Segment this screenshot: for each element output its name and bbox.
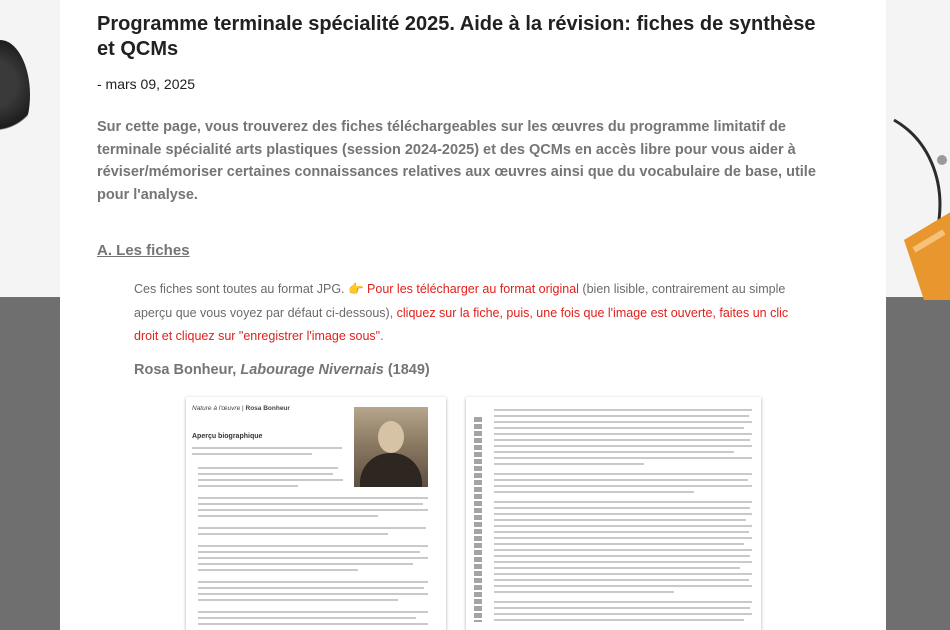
sheet-text-line <box>494 463 644 465</box>
sheet-text-line <box>494 607 750 609</box>
sheet-text-line <box>198 557 428 559</box>
sheet-text-line <box>198 623 428 625</box>
instructions-end: . <box>380 329 384 343</box>
instructions-text: Ces fiches sont toutes au format JPG. <box>134 282 348 296</box>
sheet-text-line <box>198 617 416 619</box>
sheet-text-line <box>198 467 338 469</box>
sheet-text-line <box>494 409 752 411</box>
instructions-text-2: (bien lisible, contrairement au simple aperçu que vous voyez par défaut ci-dessous), <box>134 282 786 320</box>
sheet-text-line <box>198 563 413 565</box>
sheet-text-line <box>494 479 748 481</box>
sheet-text-line <box>494 451 734 453</box>
sheet-text-line <box>198 611 428 613</box>
artist-name: Rosa Bonheur, <box>134 362 241 378</box>
sheet-text-line <box>494 457 752 459</box>
sheet-text-line <box>198 503 423 505</box>
sheet-text-line <box>198 593 428 595</box>
sheet-text-line <box>198 515 378 517</box>
sheet-text-line <box>494 525 752 527</box>
blog-post <box>60 0 886 630</box>
sheet-text-line <box>494 585 752 587</box>
sheet-text-line <box>494 601 752 603</box>
sheet-text-line <box>198 569 358 571</box>
intro-paragraph: Sur cette page, vous trouverez des fiches téléchargeables sur les œuvres du programme limitatif de terminale spécialité arts plastiques (session 2024-2025) et des QCMs en accès libre pour vous aider à réviser/mémoriser certaines connaissances relatives aux œuvres ainsi que du vocabulaire de base, utile pour l'analyse. <box>97 119 816 203</box>
sheet-text-line <box>494 619 744 621</box>
sheet-text-line <box>494 415 749 417</box>
sheet-text-line <box>192 447 342 449</box>
sheet-subtitle: Aperçu biographique <box>192 433 263 440</box>
sheet-text-line <box>198 509 428 511</box>
fiche-text-image[interactable] <box>466 397 761 630</box>
sheet-text-line <box>494 543 744 545</box>
portrait-image <box>354 407 428 487</box>
sheet-text-line <box>198 581 428 583</box>
sheet-text-line <box>494 501 752 503</box>
sheet-text-line <box>494 567 740 569</box>
sheet-text-line <box>494 519 746 521</box>
artwork-heading <box>134 362 430 378</box>
sheet-text-line <box>494 549 752 551</box>
sheet-text-line <box>198 599 398 601</box>
sheet-text-line <box>494 421 752 423</box>
artwork-year: (1849) <box>383 362 430 378</box>
sheet-text-line <box>198 473 333 475</box>
sheet-text-line <box>198 497 428 499</box>
sheet-vertical-title <box>474 417 482 622</box>
download-instructions <box>134 278 814 349</box>
sheet-text-line <box>494 427 744 429</box>
sheet-text-line <box>198 587 424 589</box>
sheet-text-line <box>198 485 298 487</box>
sheet-text-line <box>494 507 750 509</box>
sheet-text-line <box>494 591 674 593</box>
post-title: Programme terminale spécialité 2025. Aide à la révision: fiches de synthèse et QCMs <box>97 13 816 60</box>
section-heading-fiches: A. Les fiches <box>97 242 190 259</box>
sheet-text-line <box>192 453 312 455</box>
save-instructions: cliquez sur la fiche, puis, une fois que l'image est ouverte, faites un clic droit et cliquez sur "enregistrer l'image sous" <box>134 305 789 343</box>
sheet-text-line <box>494 531 749 533</box>
sheet-text-line <box>494 439 750 441</box>
sheet-text-line <box>494 613 752 615</box>
pointing-hand-icon: 👉 <box>347 282 364 296</box>
sheet-text-line <box>494 513 752 515</box>
sheet-text-line <box>494 555 750 557</box>
sheet-text-line <box>198 527 426 529</box>
sheet-text-line <box>494 579 749 581</box>
artwork-title: Labourage Nivernais <box>240 362 384 378</box>
sheet-text-line <box>494 445 752 447</box>
sheet-text-line <box>198 545 428 547</box>
sheet-text-line <box>494 433 752 435</box>
sheet-header-artist: Rosa Bonheur <box>245 405 290 412</box>
sheet-text-line <box>494 491 694 493</box>
sheet-text-line <box>494 561 752 563</box>
download-original-link[interactable]: Pour les télécharger au format original <box>363 282 579 296</box>
sheet-header-series: Nature à l'œuvre <box>192 405 241 412</box>
sheet-text-line <box>198 551 420 553</box>
sheet-text-line <box>198 479 343 481</box>
sheet-text-line <box>494 573 752 575</box>
sheet-header <box>192 405 290 412</box>
post-date: - mars 09, 2025 <box>97 76 196 92</box>
sheet-text-line <box>494 485 752 487</box>
sheet-text-line <box>198 533 388 535</box>
sheet-text-line <box>494 473 752 475</box>
sheet-header-separator: | <box>240 405 246 412</box>
fiche-biography-image[interactable] <box>186 397 446 630</box>
sheet-text-line <box>494 537 752 539</box>
decorative-illustration-right <box>884 100 950 300</box>
